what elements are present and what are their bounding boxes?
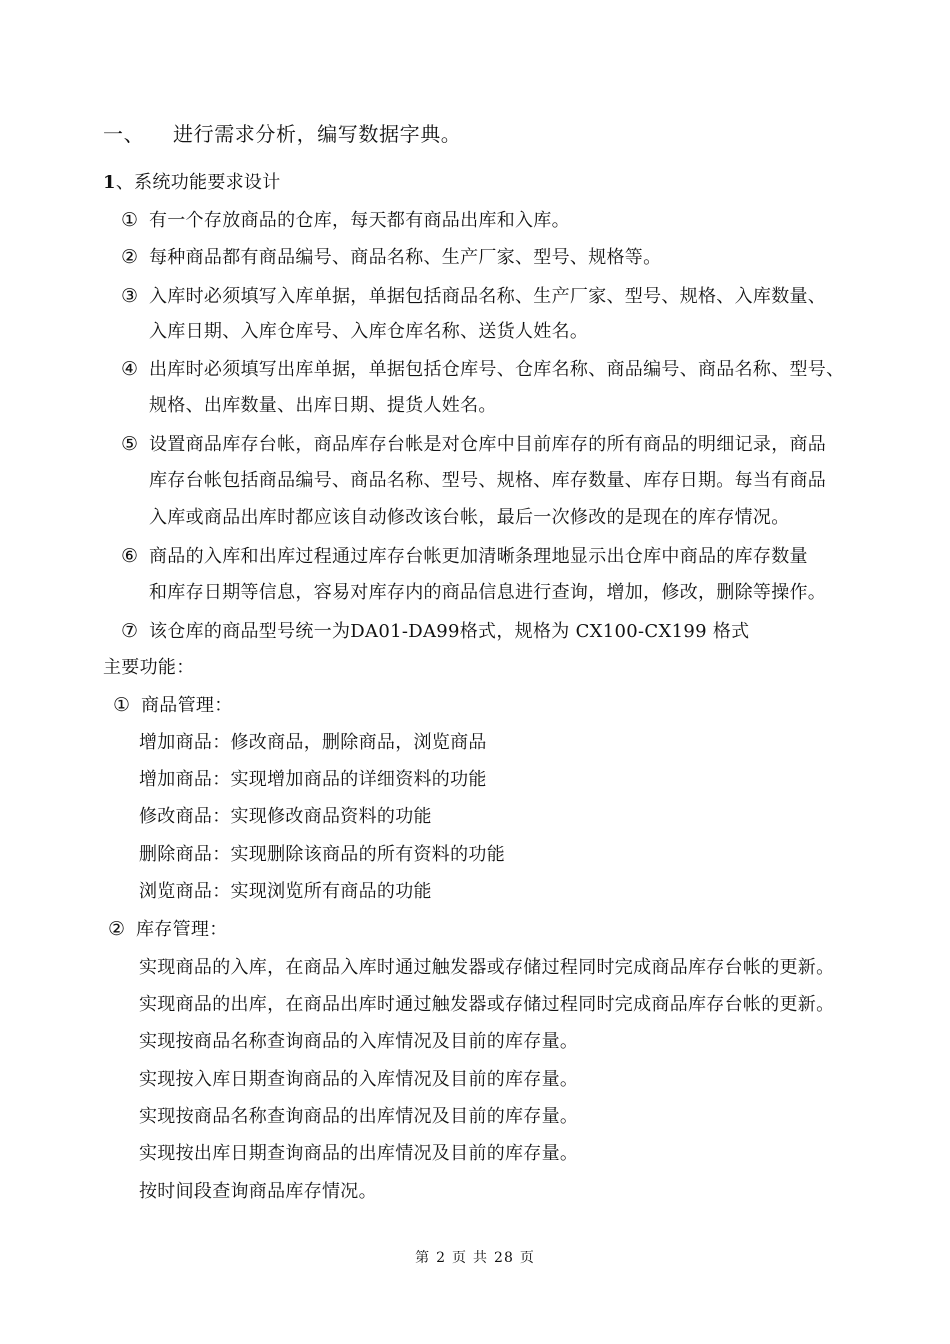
requirement-item (121, 244, 661, 271)
function-group-label: 商品管理： (141, 695, 233, 716)
circled-number-6: ⑥ (121, 545, 139, 567)
function-item: 实现按商品名称查询商品的出库情况及目前的库存量。 (139, 1106, 579, 1127)
page-footer (0, 1247, 950, 1267)
function-item: 实现按商品名称查询商品的入库情况及目前的库存量。 (139, 1031, 579, 1052)
function-group-label: 库存管理： (136, 919, 228, 940)
requirement-item (121, 431, 826, 458)
requirement-text: 入库时必须填写入库单据，单据包括商品名称、生产厂家、型号、规格、入库数量、 (149, 286, 827, 307)
heading-text: 进行需求分析，编写数据字典。 (173, 122, 462, 146)
function-group-title (108, 916, 228, 943)
main-functions-label: 主要功能： (103, 657, 195, 678)
section-heading (103, 121, 461, 147)
circled-number-5: ⑤ (121, 433, 139, 455)
footer-total-word: 共 (473, 1250, 489, 1266)
function-item: 浏览商品：实现浏览所有商品的功能 (139, 881, 432, 902)
requirement-item (121, 283, 826, 310)
subsection-text: 、系统功能要求设计 (115, 172, 281, 193)
circled-number-3: ③ (121, 285, 139, 307)
function-item: 增加商品：修改商品，删除商品，浏览商品 (139, 732, 487, 753)
requirement-text: 每种商品都有商品编号、商品名称、生产厂家、型号、规格等。 (149, 247, 662, 268)
requirement-text: 出库时必须填写出库单据，单据包括仓库号、仓库名称、商品编号、商品名称、型号、 (149, 359, 845, 380)
requirement-continuation: 库存台帐包括商品编号、商品名称、型号、规格、库存数量、库存日期。每当有商品 (149, 470, 827, 491)
function-item: 实现商品的出库，在商品出库时通过触发器或存储过程同时完成商品库存台帐的更新。 (139, 994, 835, 1015)
circled-number-4: ④ (121, 358, 139, 380)
function-item: 实现按出库日期查询商品的出库情况及目前的库存量。 (139, 1143, 579, 1164)
footer-suffix: 页 (519, 1250, 535, 1266)
subsection-title (103, 170, 281, 196)
function-item: 增加商品：实现增加商品的详细资料的功能 (139, 769, 487, 790)
requirement-continuation: 和库存日期等信息，容易对库存内的商品信息进行查询，增加，修改，删除等操作。 (149, 582, 827, 603)
requirement-item (121, 618, 749, 645)
circled-number-1: ① (121, 209, 139, 231)
subsection-number: 1 (103, 172, 116, 193)
requirement-text: 有一个存放商品的仓库，每天都有商品出库和入库。 (149, 210, 570, 231)
requirement-item (121, 543, 808, 570)
function-item: 修改商品：实现修改商品资料的功能 (139, 806, 432, 827)
circled-number-1: ① (113, 694, 131, 716)
page-number: 2 (436, 1250, 447, 1266)
circled-number-2: ② (121, 246, 139, 268)
footer-page-word: 页 (452, 1250, 468, 1266)
function-item: 按时间段查询商品库存情况。 (139, 1181, 377, 1202)
requirement-text: 设置商品库存台帐，商品库存台帐是对仓库中目前库存的所有商品的明细记录，商品 (149, 434, 827, 455)
function-item: 实现按入库日期查询商品的入库情况及目前的库存量。 (139, 1069, 579, 1090)
function-item: 删除商品：实现删除该商品的所有资料的功能 (139, 844, 505, 865)
function-item: 实现商品的入库，在商品入库时通过触发器或存储过程同时完成商品库存台帐的更新。 (139, 957, 835, 978)
requirement-continuation: 入库日期、入库仓库号、入库仓库名称、送货人姓名。 (149, 321, 589, 342)
requirement-continuation: 规格、出库数量、出库日期、提货人姓名。 (149, 395, 497, 416)
circled-number-2: ② (108, 918, 126, 940)
requirement-item (121, 207, 570, 234)
requirement-text: 商品的入库和出库过程通过库存台帐更加清晰条理地显示出仓库中商品的库存数量 (149, 546, 808, 567)
requirement-text: 该仓库的商品型号统一为DA01-DA99格式，规格为 CX100-CX199 格式 (149, 621, 750, 642)
circled-number-7: ⑦ (121, 620, 139, 642)
requirement-item (121, 356, 844, 383)
footer-prefix: 第 (415, 1250, 431, 1266)
requirement-continuation: 入库或商品出库时都应该自动修改该台帐，最后一次修改的是现在的库存情况。 (149, 507, 790, 528)
function-group-title (113, 692, 233, 719)
heading-number: 一、 (103, 122, 145, 146)
total-pages: 28 (494, 1250, 514, 1266)
